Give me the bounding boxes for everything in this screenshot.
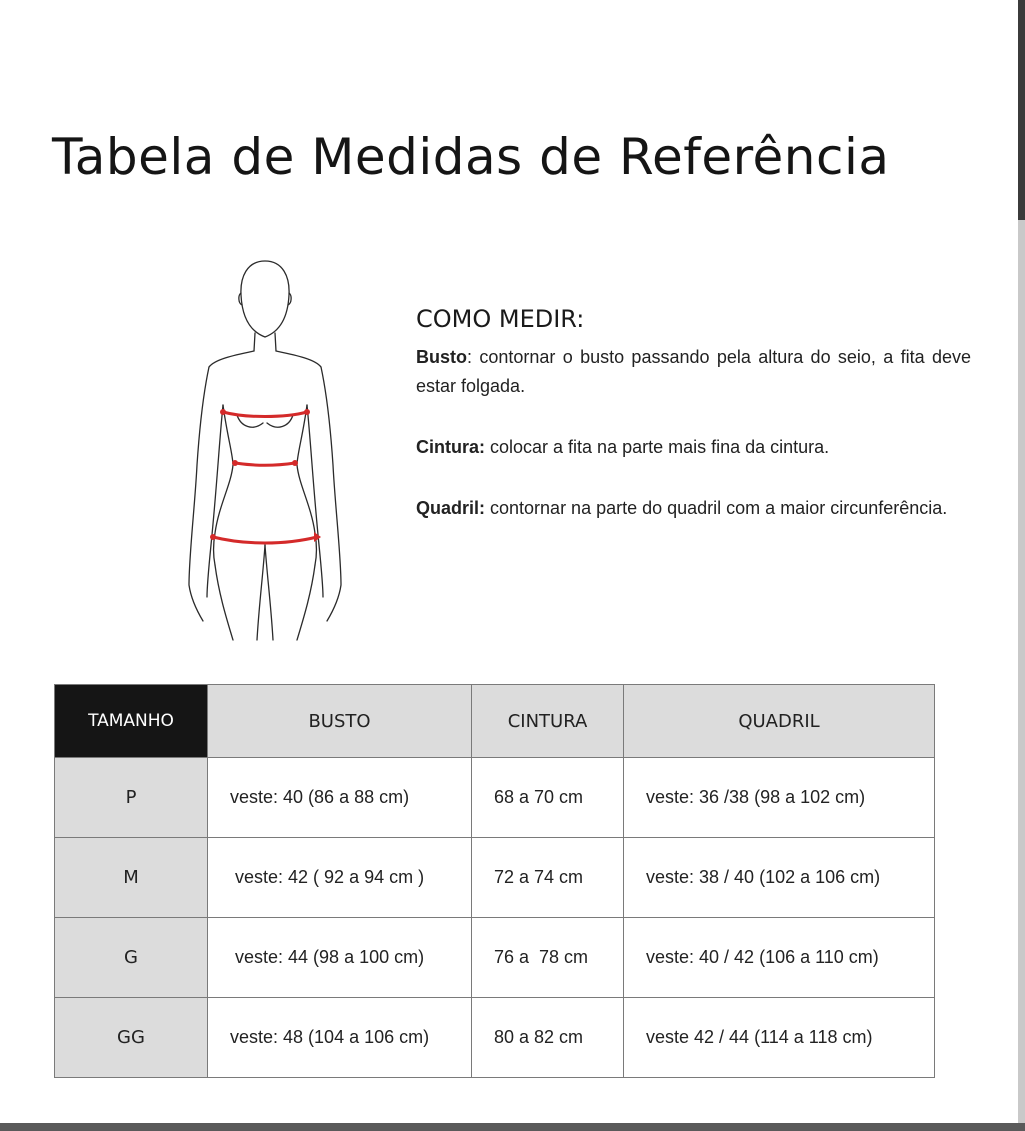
size-cell: P	[55, 758, 208, 838]
window-edge-light	[1018, 220, 1025, 1131]
size-cell: G	[55, 918, 208, 998]
table-row	[55, 918, 935, 998]
waist-cell: 76 a 78 cm	[472, 918, 624, 998]
waist-cell: 68 a 70 cm	[472, 758, 624, 838]
bust-separator: :	[467, 347, 473, 367]
size-cell: M	[55, 838, 208, 918]
hip-cell: veste: 36 /38 (98 a 102 cm)	[624, 758, 935, 838]
window-bottom-edge	[0, 1123, 1025, 1131]
waist-cell: 80 a 82 cm	[472, 998, 624, 1078]
table-row	[55, 998, 935, 1078]
hip-label: Quadril:	[416, 498, 486, 518]
hip-text: contornar na parte do quadril com a maior circunferência.	[485, 498, 948, 518]
hip-cell: veste 42 / 44 (114 a 118 cm)	[624, 998, 935, 1078]
header-waist: CINTURA	[472, 685, 624, 758]
bust-cell: veste: 44 (98 a 100 cm)	[208, 918, 472, 998]
hip-cell: veste: 38 / 40 (102 a 106 cm)	[624, 838, 935, 918]
waist-instruction	[416, 433, 971, 462]
bust-text: contornar o busto passando pela altura do seio, a fita deve estar folgada.	[416, 347, 971, 396]
table-row	[55, 758, 935, 838]
bust-label: Busto	[416, 347, 467, 367]
hip-instruction	[416, 494, 971, 523]
body-figure-illustration	[175, 255, 355, 645]
bust-instruction	[416, 343, 971, 401]
how-to-measure-section	[416, 305, 971, 523]
header-hip: QUADRIL	[624, 685, 935, 758]
how-to-measure-heading: COMO MEDIR:	[416, 305, 585, 333]
bust-cell: veste: 42 ( 92 a 94 cm )	[208, 838, 472, 918]
table-row	[55, 838, 935, 918]
table-header-row	[55, 685, 935, 758]
waist-cell: 72 a 74 cm	[472, 838, 624, 918]
bust-cell: veste: 40 (86 a 88 cm)	[208, 758, 472, 838]
header-size: TAMANHO	[55, 685, 208, 758]
header-bust: BUSTO	[208, 685, 472, 758]
hip-cell: veste: 40 / 42 (106 a 110 cm)	[624, 918, 935, 998]
size-cell: GG	[55, 998, 208, 1078]
size-table	[54, 684, 935, 1078]
waist-text: colocar a fita na parte mais fina da cintura.	[485, 437, 830, 457]
waist-label: Cintura:	[416, 437, 485, 457]
bust-cell: veste: 48 (104 a 106 cm)	[208, 998, 472, 1078]
page-title: Tabela de Medidas de Referência	[52, 128, 890, 186]
